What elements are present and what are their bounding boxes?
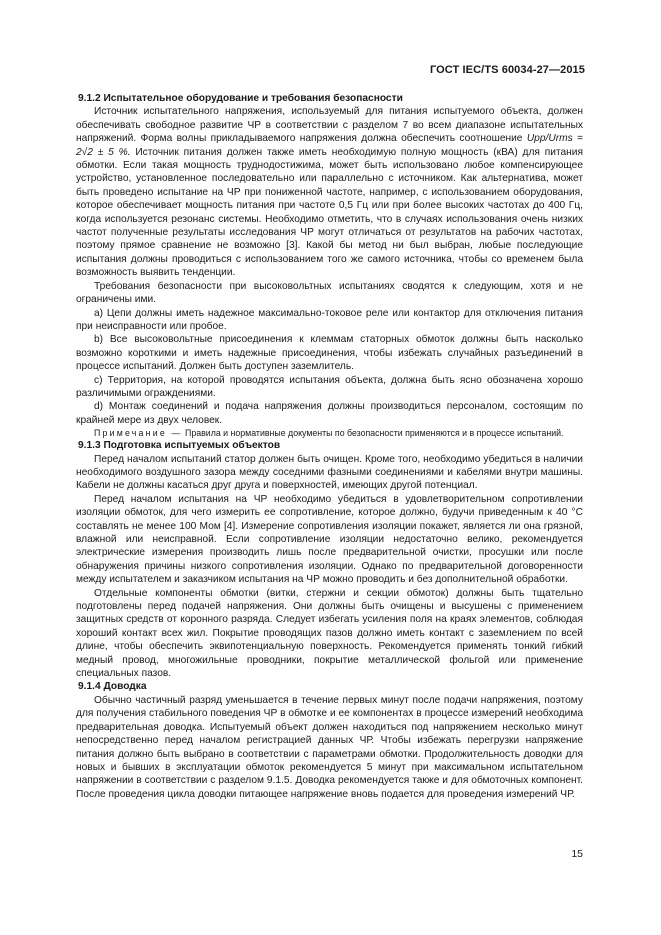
section-9-1-4-title: 9.1.4 Доводка [78,681,147,693]
document-body [76,92,583,801]
note-label: Примечание — [94,428,183,439]
voltage-ratio-formula: Upp/Urms = 2√2 ± 5 %. [76,133,583,158]
section-9-1-3-title: 9.1.3 Подготовка испытуемых объектов [78,440,281,452]
paragraph [76,105,583,279]
document-header: ГОСТ IEC/TS 60034-27—2015 [429,64,585,76]
list-item-b: b) Все высоковольтные присоединения к клеммам статорных обмоток должны быть насколько возможно короткими и иметь надежные присоединения, чтобы избежать случайных разъединений в процессе испытаний. Должен быть доступен заземлитель. [76,334,583,373]
list-item-a: а) Цепи должны иметь надежное максимально-токовое реле или контактор для отключения питания при неисправности или пробое. [76,307,583,332]
section-9-1-2-title: 9.1.2 Испытательное оборудование и требования безопасности [78,93,403,104]
list-item-c: с) Территория, на которой проводятся испытания объекта, должна быть ясно обозначена хорошо различимыми ограждениями. [76,374,583,399]
note-text: Правила и нормативные документы по безопасности применяются и в процессе испытаний. [185,428,564,439]
list-item-d: d) Монтаж соединений и подача напряжения должны производиться персоналом, состоящим по крайней мере из двух человек. [76,401,583,426]
page-number: 15 [571,848,583,860]
paragraph: Отдельные компоненты обмотки (витки, стержни и секции обмоток) должны быть тщательно подготовлены перед подачей напряжения. Они должны быть очищены и высушены с применением защитных средств от коронного разряда. Следует избегать усиления поля на краях элементов, соблюдая хороший контакт всех жил. Покрытие проводящих пазов должно иметь контакт с заземлением по всей длине, чтобы обеспечить эквипотенциальную поверхность. Рекомендуется применять тонкий гибкий медный провод, многожильные проводники, покрытие металлической фольгой или применение специальных пазов. [76,587,583,680]
paragraph: Перед началом испытания на ЧР необходимо убедиться в удовлетворительном сопротивлении изоляции обмоток, для чего измерить ее сопротивление, которое должно, будучи приведенным к 40 °С составлять не менее 100 Мом [4]. Измерение сопротивления изоляции покажет, является ли она грязной, влажной или неисправной. Если сопротивление изоляции недостаточно велико, рекомендуется электрические измерения производить лишь после предварительной очистки, просушки или после обнаружения причины низкого сопротивления изоляции. Однако по предварительной договоренности между испытателем и заказчиком испытания на ЧР можно проводить и без дополнительной обработки. [76,493,583,586]
paragraph-text: Источник испытательного напряжения, используемый для питания испытуемого объекта, должен обеспечивать свободное развитие ЧР в соответствии с разделом 7 во всем диапазоне испытательных напряжений. Форма волны прикладываемого напряжения должна обеспечить соотношение [76,106,583,145]
safety-note [76,427,583,439]
paragraph: Требования безопасности при высоковольтных испытаниях сводятся к следующим, хотя и не ограничены ими. [76,280,583,306]
paragraph: Перед началом испытаний статор должен быть очищен. Кроме того, необходимо убедиться в наличии необходимого воздушного зазора между соседними фазными соединениями и кабелями внутри машины. Кабели не должны касаться друг друга и поверхностей, имеющих другой потенциал. [76,453,583,492]
paragraph-text: Источник питания должен также иметь необходимую полную мощность (кВА) для питания обмотки. Если такая мощность труднодостижима, может быть использовано любое компенсирующее устройство, установленное последовательно или параллельно с источником. Как альтернатива, может быть проведено испытание на ЧР при пониженной частоте, например, с использованием оборудования, которое обеспечивает мощность питания при частоте 0,5 Гц или при более высоких частотах до 400 Гц, когда используется резонанс системы. Необходимо отметить, что в случаях использования очень низких частот полученные результаты исследования ЧР могут отличаться от результатов на рабочих частотах, поэтому прямое сравнение не возможно [3]. Какой бы метод ни был выбран, любые последующие испытания должны проводиться с использованием того же самого источника, чтобы со временем была возможность выявить тенденции. [76,146,583,279]
paragraph: Обычно частичный разряд уменьшается в течение первых минут после подачи напряжения, поэтому для получения стабильного поведения ЧР в обмотке и ее компонентах в процессе измерений необходима предварительная доводка. Испытуемый объект должен находиться под напряжением несколько минут непосредственно перед началом регистрацией данных ЧР. Чтобы избежать перегрузки напряжение питания должно быть выбрано в соответствии с параметрами обмотки. Продолжительность доводки для новых и бывших в эксплуатации обмоток рекомендуется 5 минут при максимальном испытательном напряжении в соответствии с разделом 9.1.5. Доводка рекомендуется также и для обмоточных компонент. После проведения цикла доводки питающее напряжение вновь подается для проведения измерений ЧР. [76,694,583,800]
